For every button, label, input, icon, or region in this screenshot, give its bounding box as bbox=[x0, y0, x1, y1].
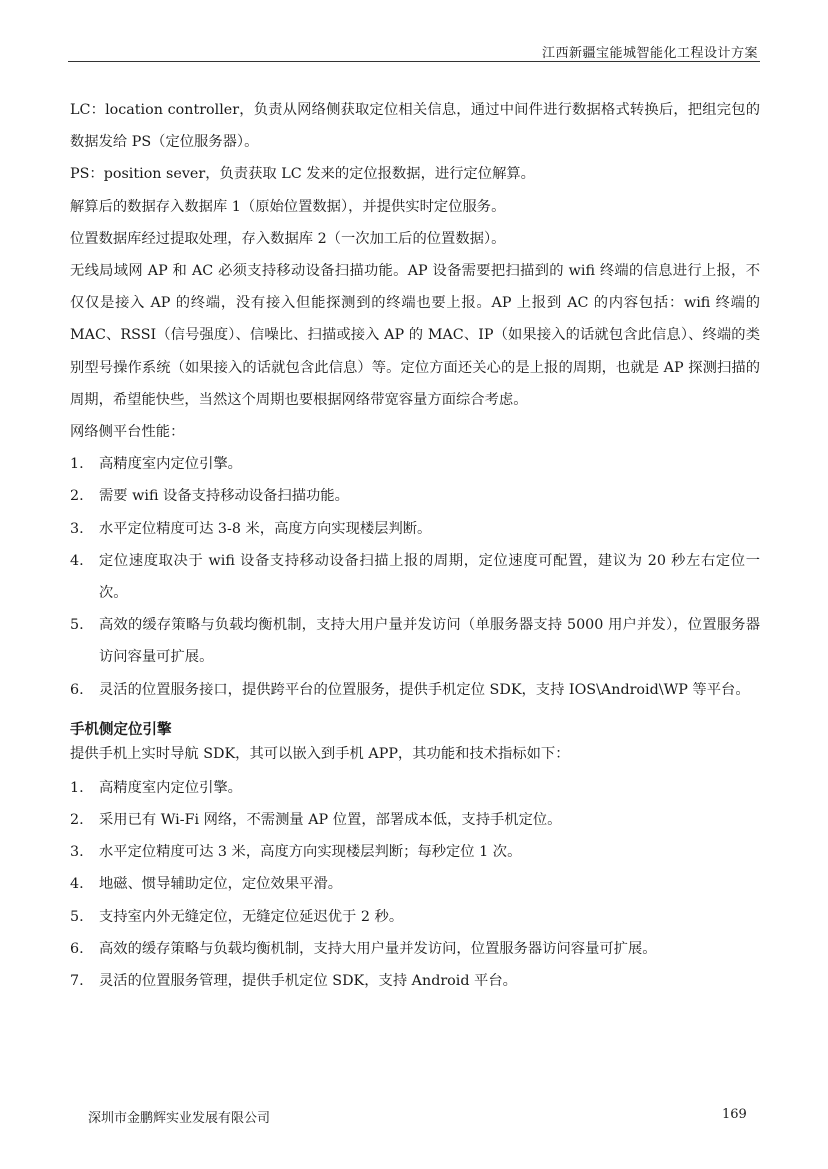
list-item-text: 定位速度取决于 wifi 设备支持移动设备扫描上报的周期，定位速度可配置，建议为 20 秒左右定位一次。 bbox=[99, 552, 760, 602]
list-item-number: 1. bbox=[70, 779, 84, 796]
list-item-number: 2. bbox=[70, 488, 84, 505]
list-item bbox=[70, 933, 760, 965]
list-item bbox=[70, 772, 760, 804]
list-item-number: 3. bbox=[70, 520, 84, 537]
page-body bbox=[70, 94, 760, 997]
list-item-text: 灵活的位置服务管理，提供手机定位 SDK，支持 Android 平台。 bbox=[99, 973, 517, 990]
list-item-number: 7. bbox=[70, 973, 84, 990]
list-item-text: 高精度室内定位引擎。 bbox=[99, 779, 242, 796]
page-number: 169 bbox=[722, 1107, 747, 1122]
list-item-text: 支持室内外无缝定位，无缝定位延迟优于 2 秒。 bbox=[99, 908, 404, 925]
list-item bbox=[70, 901, 760, 933]
document-title: 江西新疆宝能城智能化工程设计方案 bbox=[541, 46, 758, 61]
list-item bbox=[70, 868, 760, 900]
section-intro: 提供手机上实时导航 SDK，其可以嵌入到手机 APP，其功能和技术指标如下： bbox=[70, 745, 570, 762]
list-item-number: 5. bbox=[70, 617, 84, 634]
list-item bbox=[70, 609, 760, 673]
list-item-number: 1. bbox=[70, 456, 84, 473]
section-heading: 手机侧定位引擎 bbox=[70, 721, 172, 738]
paragraph-ap-ac: 无线局域网 AP 和 AC 必须支持移动设备扫描功能。AP 设备需要把扫描到的 wifi 终端的信息进行上报，不仅仅是接入 AP 的终端，没有接入但能探测到的终端也要上报。AP 上报到 AC 的内容包括：wifi 终端的 MAC、RSSI（信号强度）、信噪比、扫描或接入 AP 的 MAC、IP（如果接入的话就包含此信息）、终端的类别型号操作系统（如果接入的话就包含此信息）等。定位方面还关心的是上报的周期，也就是 AP 探测扫描的周期，希望能快些，当然这个周期也要根据网络带宽容量方面综合考虑。 bbox=[70, 263, 760, 408]
list-item-number: 5. bbox=[70, 908, 84, 925]
list-item-text: 灵活的位置服务接口，提供跨平台的位置服务，提供手机定位 SDK，支持 IOS\Android\WP 等平台。 bbox=[99, 681, 750, 698]
list-item-text: 水平定位精度可达 3 米，高度方向实现楼层判断；每秒定位 1 次。 bbox=[99, 844, 522, 861]
list-item-text: 采用已有 Wi-Fi 网络，不需测量 AP 位置，部署成本低，支持手机定位。 bbox=[99, 812, 562, 829]
header-divider bbox=[68, 61, 760, 62]
list-item bbox=[70, 513, 760, 545]
footer-company-name: 深圳市金鹏辉实业发展有限公司 bbox=[88, 1111, 271, 1126]
paragraph-database-2: 位置数据库经过提取处理，存入数据库 2（一次加工后的位置数据）。 bbox=[70, 230, 506, 247]
paragraph-lc: LC：location controller，负责从网络侧获取定位相关信息，通过中间件进行数据格式转换后，把组完包的数据发给 PS（定位服务器）。 bbox=[70, 102, 760, 151]
paragraph-network-performance: 网络侧平台性能： bbox=[70, 424, 185, 441]
list-item-number: 4. bbox=[70, 552, 84, 569]
list-item-text: 高效的缓存策略与负载均衡机制，支持大用户量并发访问，位置服务器访问容量可扩展。 bbox=[99, 940, 657, 957]
list-item bbox=[70, 804, 760, 836]
list-item-text: 地磁、惯导辅助定位，定位效果平滑。 bbox=[99, 876, 343, 893]
list-item bbox=[70, 965, 760, 997]
network-performance-list bbox=[70, 448, 760, 706]
list-item-text: 水平定位精度可达 3-8 米，高度方向实现楼层判断。 bbox=[99, 520, 432, 537]
list-item bbox=[70, 674, 760, 706]
list-item-number: 4. bbox=[70, 876, 84, 893]
mobile-engine-list bbox=[70, 772, 760, 997]
list-item-text: 高精度室内定位引擎。 bbox=[99, 456, 242, 473]
list-item-number: 2. bbox=[70, 812, 84, 829]
list-item-number: 6. bbox=[70, 940, 84, 957]
list-item bbox=[70, 448, 760, 480]
list-item-number: 3. bbox=[70, 844, 84, 861]
paragraph-ps: PS：position sever，负责获取 LC 发来的定位报数据，进行定位解算。 bbox=[70, 166, 535, 183]
list-item-number: 6. bbox=[70, 681, 84, 698]
list-item bbox=[70, 545, 760, 609]
paragraph-database-1: 解算后的数据存入数据库 1（原始位置数据），并提供实时定位服务。 bbox=[70, 198, 506, 215]
list-item bbox=[70, 480, 760, 512]
list-item-text: 需要 wifi 设备支持移动设备扫描功能。 bbox=[99, 488, 349, 505]
list-item-text: 高效的缓存策略与负载均衡机制，支持大用户量并发访问（单服务器支持 5000 用户并发），位置服务器访问容量可扩展。 bbox=[99, 617, 760, 666]
list-item bbox=[70, 836, 760, 868]
